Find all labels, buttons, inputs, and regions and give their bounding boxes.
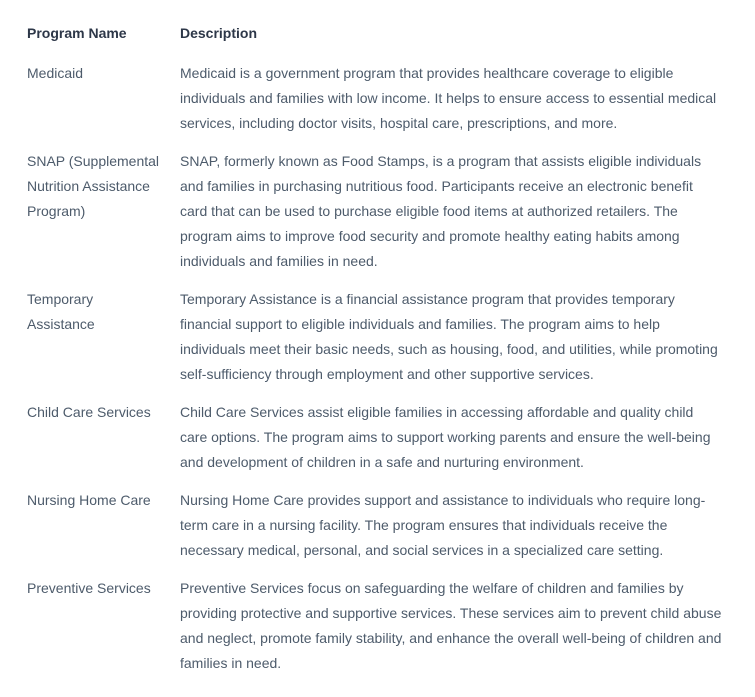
description-cell: Preventive Services focus on safeguarding the welfare of children and families by providing protective and supportive services. These services aim to prevent child abuse and neglect, promote family stability, and enhance the overall well-being of children and families in need.: [180, 580, 722, 671]
table-row: [27, 570, 723, 683]
table-header-row: [27, 15, 723, 55]
table-row: [27, 143, 723, 281]
description-cell: Medicaid is a government program that provides healthcare coverage to eligible individuals and families with low income. It helps to ensure access to essential medical services, including doctor visits, hospital care, prescriptions, and more.: [180, 65, 717, 131]
table-row: [27, 281, 723, 394]
description-cell: Nursing Home Care provides support and assistance to individuals who require long-term care in a nursing facility. The program ensures that individuals receive the necessary medical, personal, and social services in a specialized care setting.: [180, 492, 706, 558]
program-name-cell: Preventive Services: [27, 580, 151, 596]
table-row: [27, 394, 723, 482]
description-cell: Child Care Services assist eligible families in accessing affordable and quality child care options. The program aims to support working parents and ensure the well-being and development of children in a safe and nurturing environment.: [180, 404, 711, 470]
table-row: [27, 482, 723, 570]
program-name-cell: Temporary Assistance: [27, 291, 95, 332]
program-table-head: [27, 15, 723, 55]
program-name-cell: Child Care Services: [27, 404, 151, 420]
program-name-cell: Nursing Home Care: [27, 492, 151, 508]
program-name-cell: Medicaid: [27, 65, 84, 81]
column-header-program-name: Program Name: [27, 25, 127, 41]
program-table-body: [27, 55, 723, 683]
table-row: [27, 55, 723, 143]
program-table: [27, 15, 723, 683]
description-cell: SNAP, formerly known as Food Stamps, is a program that assists eligible individuals and families in purchasing nutritious food. Participants receive an electronic benefit card that can be used to purchase eligible food items at authorized retailers. The program aims to improve food security and promote healthy eating habits among individuals and families in need.: [180, 153, 702, 269]
column-header-description: Description: [180, 25, 258, 41]
description-cell: Temporary Assistance is a financial assistance program that provides temporary financial support to eligible individuals and families. The program aims to help individuals meet their basic needs, such as housing, food, and utilities, while promoting self-sufficiency through employment and other supportive services.: [180, 291, 718, 382]
program-name-cell: SNAP (Supplemental Nutrition Assistance Program): [27, 153, 160, 219]
